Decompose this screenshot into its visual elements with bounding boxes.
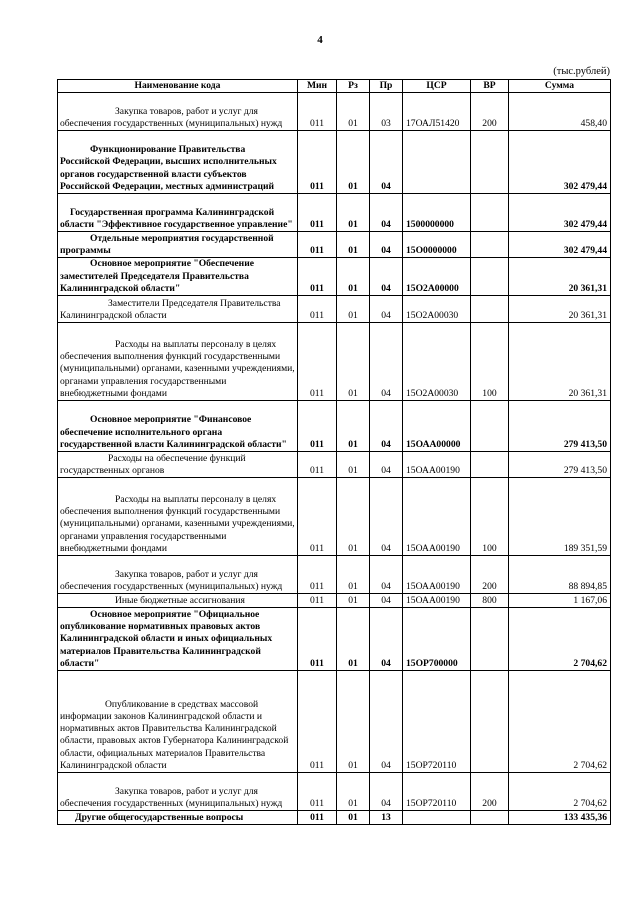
- cell-vr: [471, 258, 509, 296]
- cell-vr: [471, 296, 509, 323]
- cell-pr: 04: [370, 773, 403, 811]
- cell-sum: 1 167,06: [509, 594, 611, 608]
- cell-min: 011: [298, 671, 337, 773]
- cell-vr: 800: [471, 594, 509, 608]
- table-row: [58, 452, 611, 478]
- table-row: [58, 401, 611, 452]
- cell-csr: [403, 811, 471, 825]
- table-row: [58, 131, 611, 194]
- cell-name: Расходы на выплаты персоналу в целях обеспечения выполнения функций государственными (муниципальными) органами, казенными учреждениями, органами управления государственными внебюджетными фондами: [58, 323, 298, 401]
- cell-name: Расходы на обеспечение функций государственных органов: [58, 452, 298, 478]
- cell-name: Отдельные мероприятия государственной программы: [58, 232, 298, 258]
- cell-csr: 15ОАА00190: [403, 594, 471, 608]
- cell-rz: 01: [337, 773, 370, 811]
- table-row: [58, 608, 611, 671]
- cell-csr: 15ОР700000: [403, 608, 471, 671]
- cell-sum: 2 704,62: [509, 608, 611, 671]
- cell-name: Расходы на выплаты персоналу в целях обеспечения выполнения функций государственными (муниципальными) органами, казенными учреждениями, органами управления государственными внебюджетными фондами: [58, 478, 298, 556]
- cell-rz: 01: [337, 232, 370, 258]
- cell-sum: 20 361,31: [509, 323, 611, 401]
- cell-vr: [471, 232, 509, 258]
- table-body: [58, 93, 611, 825]
- cell-min: 011: [298, 478, 337, 556]
- cell-rz: 01: [337, 93, 370, 131]
- cell-name: Закупка товаров, работ и услуг для обеспечения государственных (муниципальных) нужд: [58, 773, 298, 811]
- table-row: [58, 93, 611, 131]
- cell-csr: 15О2А00000: [403, 258, 471, 296]
- units-label: (тыс.рублей): [553, 66, 610, 77]
- header-rz: Рз: [337, 80, 370, 93]
- cell-min: 011: [298, 232, 337, 258]
- cell-rz: 01: [337, 452, 370, 478]
- cell-name: Закупка товаров, работ и услуг для обеспечения государственных (муниципальных) нужд: [58, 93, 298, 131]
- header-min: Мин: [298, 80, 337, 93]
- cell-sum: 302 479,44: [509, 194, 611, 232]
- cell-vr: [471, 811, 509, 825]
- cell-pr: 13: [370, 811, 403, 825]
- cell-csr: 15ОАА00000: [403, 401, 471, 452]
- cell-rz: 01: [337, 556, 370, 594]
- cell-name: Основное мероприятие "Финансовое обеспечение исполнительного органа государственной власти Калининградской области": [58, 401, 298, 452]
- cell-sum: 20 361,31: [509, 296, 611, 323]
- cell-pr: 04: [370, 194, 403, 232]
- cell-rz: 01: [337, 671, 370, 773]
- cell-sum: 133 435,36: [509, 811, 611, 825]
- cell-csr: 15ОАА00190: [403, 556, 471, 594]
- cell-csr: 15ОР720110: [403, 773, 471, 811]
- cell-vr: 100: [471, 478, 509, 556]
- cell-name: Другие общегосударственные вопросы: [58, 811, 298, 825]
- cell-csr: 15О2А00030: [403, 323, 471, 401]
- cell-vr: [471, 131, 509, 194]
- table-row: [58, 811, 611, 825]
- cell-sum: 88 894,85: [509, 556, 611, 594]
- cell-name: Иные бюджетные ассигнования: [58, 594, 298, 608]
- table-header-row: [58, 80, 611, 93]
- cell-rz: 01: [337, 323, 370, 401]
- cell-vr: 200: [471, 93, 509, 131]
- cell-csr: 15ОАА00190: [403, 452, 471, 478]
- cell-pr: 04: [370, 594, 403, 608]
- cell-sum: 20 361,31: [509, 258, 611, 296]
- table-row: [58, 323, 611, 401]
- cell-csr: 15О2А00030: [403, 296, 471, 323]
- cell-name: Опубликование в средствах массовой информации законов Калининградской области и нормативных актов Правительства Калининградской области, правовых актов Губернатора Калининградской области, официальных материалов Правительства Калининградской области: [58, 671, 298, 773]
- cell-csr: 1500000000: [403, 194, 471, 232]
- cell-pr: 04: [370, 671, 403, 773]
- cell-min: 011: [298, 811, 337, 825]
- cell-vr: 200: [471, 773, 509, 811]
- cell-min: 011: [298, 296, 337, 323]
- cell-pr: 04: [370, 478, 403, 556]
- table-row: [58, 594, 611, 608]
- cell-csr: 15ОАА00190: [403, 478, 471, 556]
- cell-csr: 17ОАЛ51420: [403, 93, 471, 131]
- cell-min: 011: [298, 594, 337, 608]
- cell-pr: 03: [370, 93, 403, 131]
- cell-sum: 302 479,44: [509, 131, 611, 194]
- cell-sum: 2 704,62: [509, 773, 611, 811]
- table-row: [58, 296, 611, 323]
- header-sum: Сумма: [509, 80, 611, 93]
- cell-name: Закупка товаров, работ и услуг для обеспечения государственных (муниципальных) нужд: [58, 556, 298, 594]
- cell-pr: 04: [370, 452, 403, 478]
- page-number: 4: [317, 34, 323, 46]
- cell-vr: [471, 608, 509, 671]
- cell-rz: 01: [337, 401, 370, 452]
- cell-pr: 04: [370, 296, 403, 323]
- cell-vr: [471, 194, 509, 232]
- budget-table: [57, 79, 611, 825]
- cell-name: Заместители Председателя Правительства Калининградской области: [58, 296, 298, 323]
- cell-min: 011: [298, 401, 337, 452]
- cell-rz: 01: [337, 608, 370, 671]
- cell-min: 011: [298, 608, 337, 671]
- cell-rz: 01: [337, 594, 370, 608]
- cell-rz: 01: [337, 131, 370, 194]
- cell-pr: 04: [370, 608, 403, 671]
- cell-sum: 279 413,50: [509, 452, 611, 478]
- cell-vr: [471, 671, 509, 773]
- cell-min: 011: [298, 258, 337, 296]
- cell-pr: 04: [370, 556, 403, 594]
- cell-vr: [471, 401, 509, 452]
- header-vr: ВР: [471, 80, 509, 93]
- table-row: [58, 194, 611, 232]
- table-row: [58, 258, 611, 296]
- cell-sum: 279 413,50: [509, 401, 611, 452]
- table-row: [58, 671, 611, 773]
- cell-pr: 04: [370, 232, 403, 258]
- cell-name: Основное мероприятие "Официальное опубликование нормативных правовых актов Калининградской области и иных официальных материалов Правительства Калининградской области": [58, 608, 298, 671]
- cell-min: 011: [298, 93, 337, 131]
- cell-min: 011: [298, 131, 337, 194]
- cell-min: 011: [298, 452, 337, 478]
- cell-vr: 200: [471, 556, 509, 594]
- cell-csr: [403, 131, 471, 194]
- cell-pr: 04: [370, 131, 403, 194]
- cell-name: Функционирование Правительства Российской Федерации, высших исполнительных органов государственной власти субъектов Российской Федерации, местных администраций: [58, 131, 298, 194]
- cell-rz: 01: [337, 811, 370, 825]
- cell-csr: 15О0000000: [403, 232, 471, 258]
- cell-rz: 01: [337, 478, 370, 556]
- cell-min: 011: [298, 773, 337, 811]
- header-csr: ЦСР: [403, 80, 471, 93]
- table-row: [58, 773, 611, 811]
- cell-rz: 01: [337, 194, 370, 232]
- cell-min: 011: [298, 323, 337, 401]
- cell-pr: 04: [370, 258, 403, 296]
- cell-sum: 2 704,62: [509, 671, 611, 773]
- cell-name: Основное мероприятие "Обеспечение заместителей Председателя Правительства Калининградской области": [58, 258, 298, 296]
- cell-pr: 04: [370, 323, 403, 401]
- cell-min: 011: [298, 556, 337, 594]
- header-name: Наименование кода: [58, 80, 298, 93]
- table-row: [58, 556, 611, 594]
- cell-vr: [471, 452, 509, 478]
- cell-pr: 04: [370, 401, 403, 452]
- cell-name: Государственная программа Калининградской области "Эффективное государственное управление": [58, 194, 298, 232]
- cell-sum: 302 479,44: [509, 232, 611, 258]
- cell-csr: 15ОР720110: [403, 671, 471, 773]
- cell-sum: 458,40: [509, 93, 611, 131]
- table-row: [58, 478, 611, 556]
- header-pr: Пр: [370, 80, 403, 93]
- cell-rz: 01: [337, 258, 370, 296]
- cell-vr: 100: [471, 323, 509, 401]
- table-row: [58, 232, 611, 258]
- cell-sum: 189 351,59: [509, 478, 611, 556]
- cell-min: 011: [298, 194, 337, 232]
- cell-rz: 01: [337, 296, 370, 323]
